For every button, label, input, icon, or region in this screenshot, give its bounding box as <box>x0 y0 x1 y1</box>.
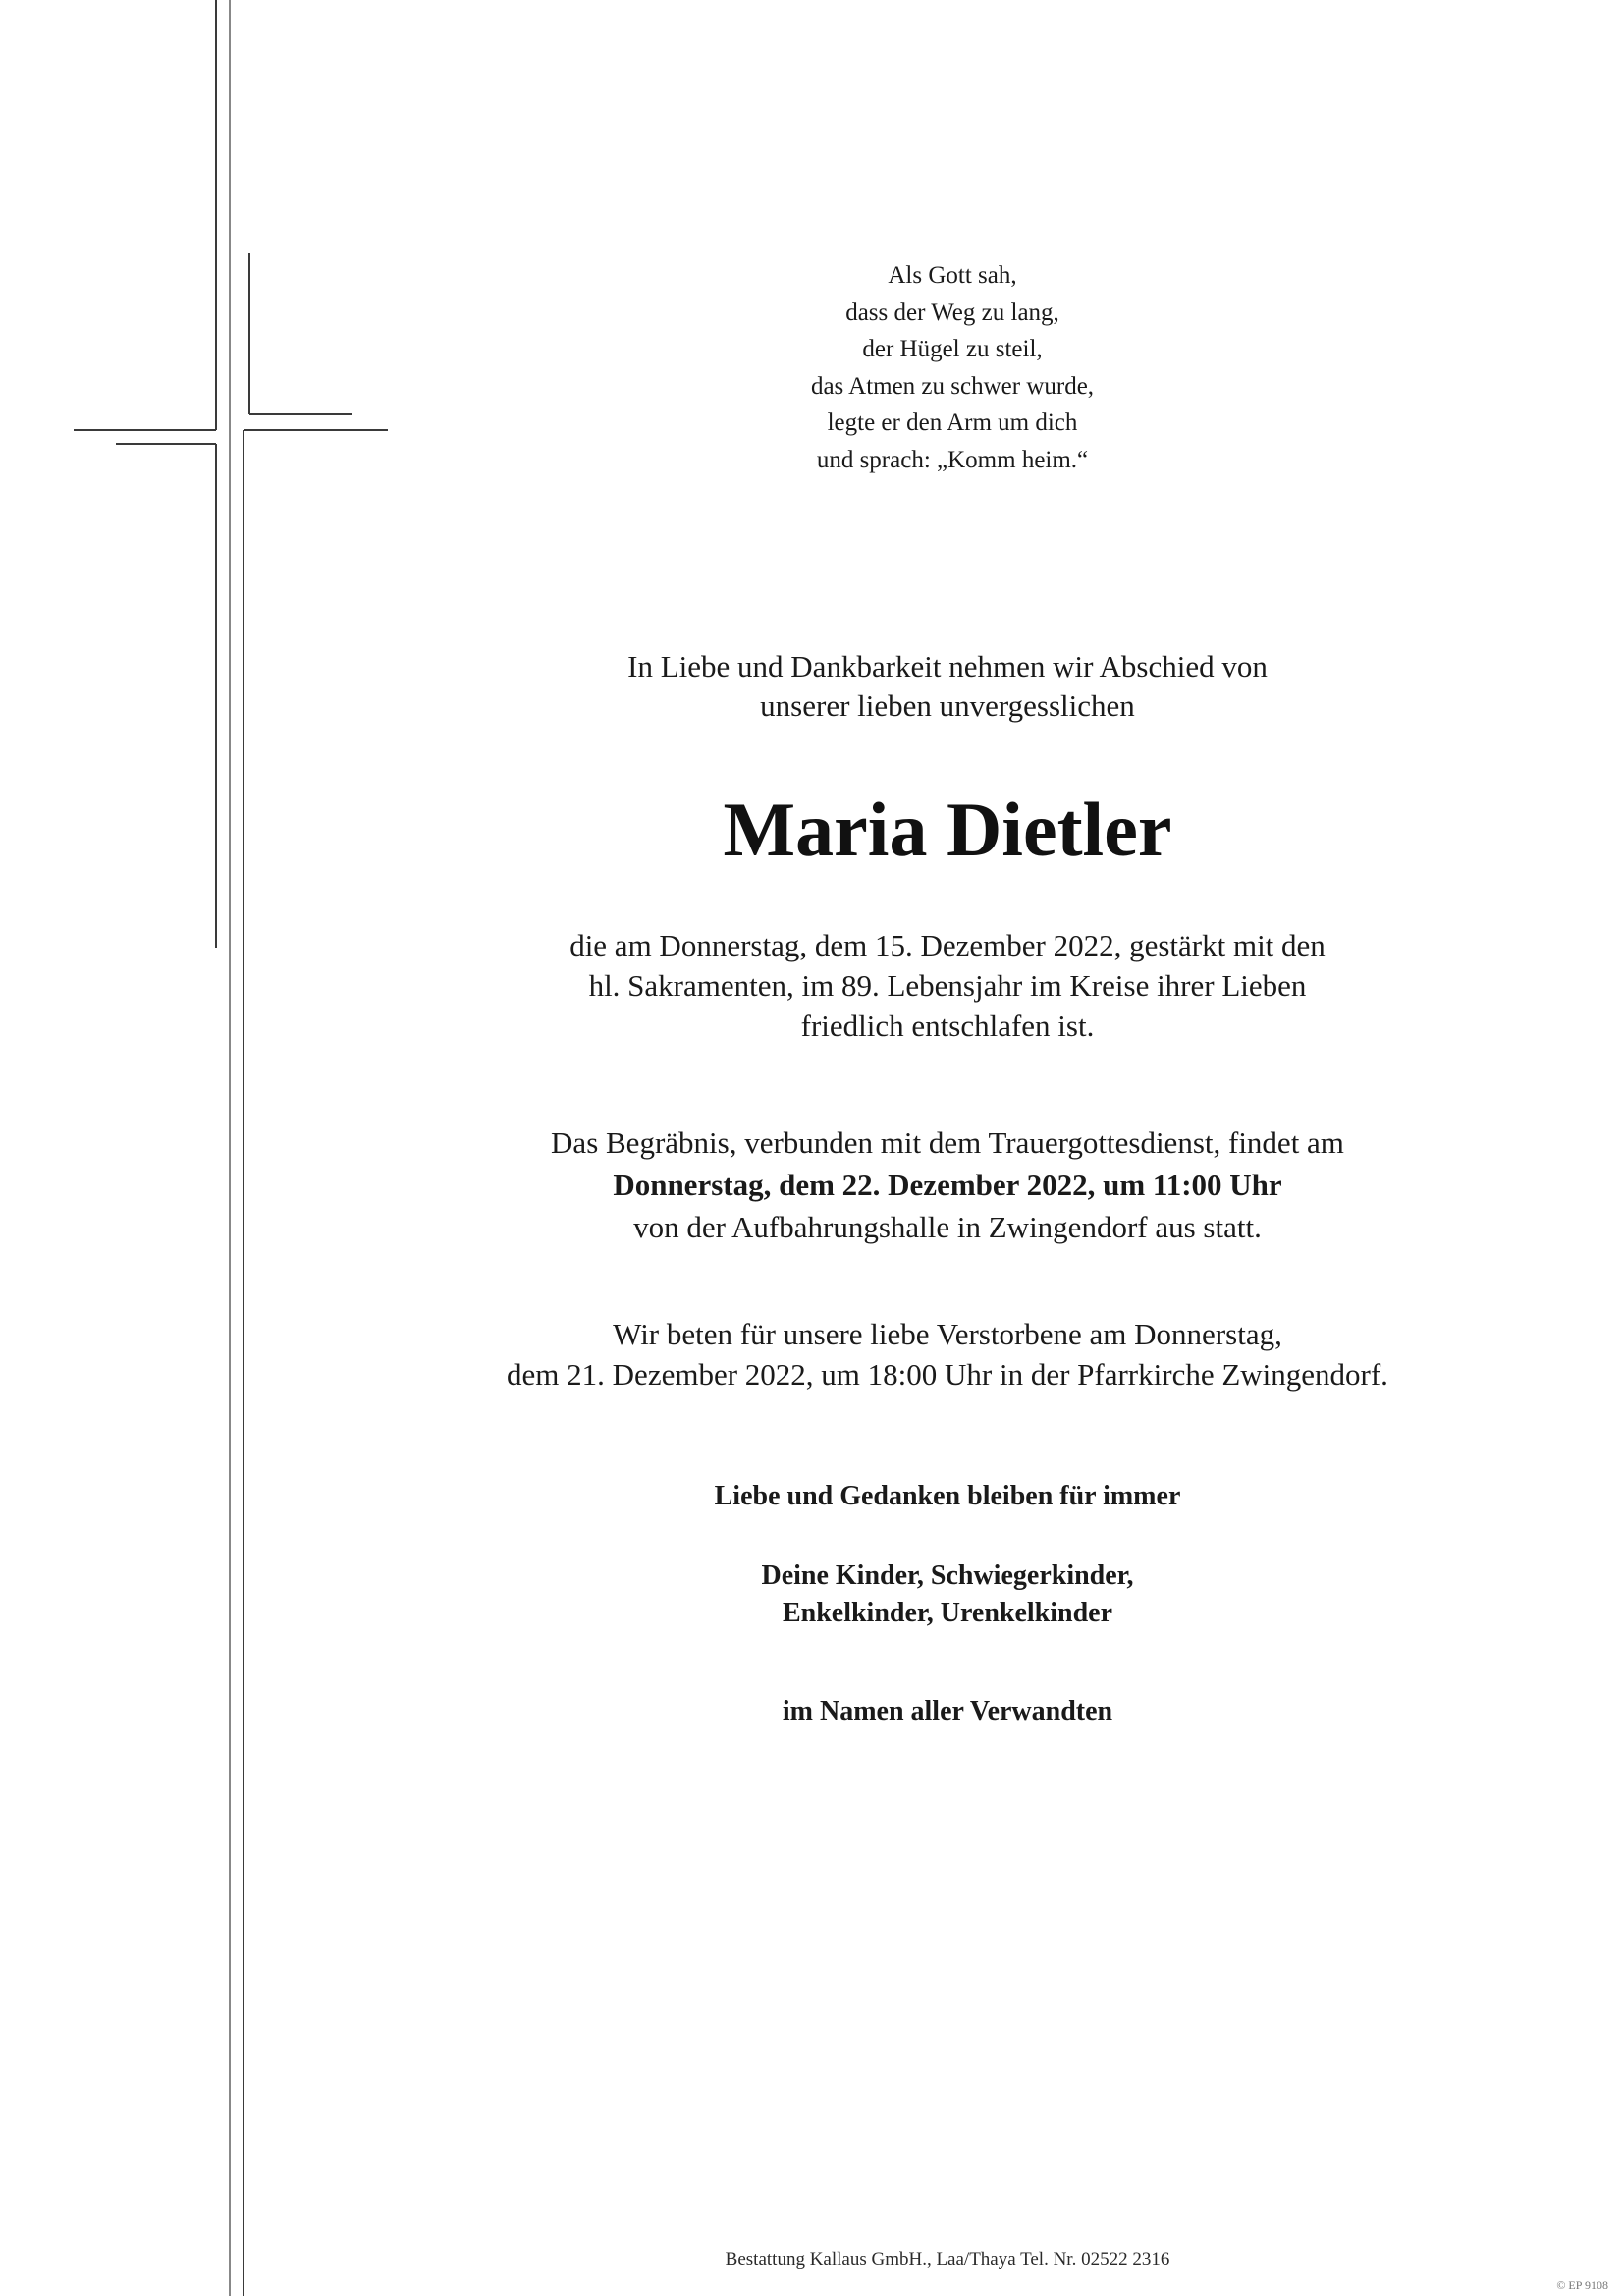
funeral-date-time: Donnerstag, dem 22. Dezember 2022, um 11:00 Uhr <box>613 1168 1282 1202</box>
prayer-line: Wir beten für unsere liebe Verstorbene am Donnerstag, <box>613 1317 1282 1351</box>
deceased-name: Maria Dietler <box>723 787 1172 872</box>
undertaker-footer: Bestattung Kallaus GmbH., Laa/Thaya Tel. Nr. 02522 2316 <box>725 2249 1170 2269</box>
mourning-family <box>555 1558 1340 1632</box>
farewell-intro <box>555 647 1340 726</box>
poem-line: dass der Weg zu lang, <box>845 299 1059 326</box>
death-notice <box>555 925 1340 1046</box>
cross-ornament <box>0 0 412 2296</box>
prayer-line: dem 21. Dezember 2022, um 18:00 Uhr in der Pfarrkirche Zwingendorf. <box>507 1357 1388 1392</box>
death-notice-line: hl. Sakramenten, im 89. Lebensjahr im Kreise ihrer Lieben <box>588 968 1307 1003</box>
poem-line: Als Gott sah, <box>888 262 1017 289</box>
intro-line: In Liebe und Dankbarkeit nehmen wir Abschied von <box>627 649 1268 683</box>
print-code: © EP 9108 <box>1556 2278 1608 2292</box>
family-line: Enkelkinder, Urenkelkinder <box>782 1598 1113 1628</box>
relatives-line: im Namen aller Verwandten <box>782 1696 1113 1726</box>
prayer-service <box>457 1314 1438 1394</box>
funeral-location-line: von der Aufbahrungshalle in Zwingendorf aus statt. <box>633 1210 1262 1244</box>
poem-line: das Atmen zu schwer wurde, <box>810 372 1095 400</box>
family-line: Deine Kinder, Schwiegerkinder, <box>761 1560 1134 1591</box>
poem-line: der Hügel zu steil, <box>862 336 1043 362</box>
death-notice-line: friedlich entschlafen ist. <box>800 1009 1095 1043</box>
poem <box>560 257 1345 478</box>
closing-motto: Liebe und Gedanken bleiben für immer <box>714 1481 1181 1511</box>
funeral-details <box>506 1121 1389 1248</box>
intro-line: unserer lieben unvergesslichen <box>760 688 1135 723</box>
poem-line: und sprach: „Komm heim.“ <box>816 446 1089 473</box>
funeral-intro-line: Das Begräbnis, verbunden mit dem Trauergottesdienst, findet am <box>551 1125 1344 1160</box>
death-notice-line: die am Donnerstag, dem 15. Dezember 2022, gestärkt mit den <box>569 928 1326 962</box>
poem-line: legte er den Arm um dich <box>827 410 1078 436</box>
